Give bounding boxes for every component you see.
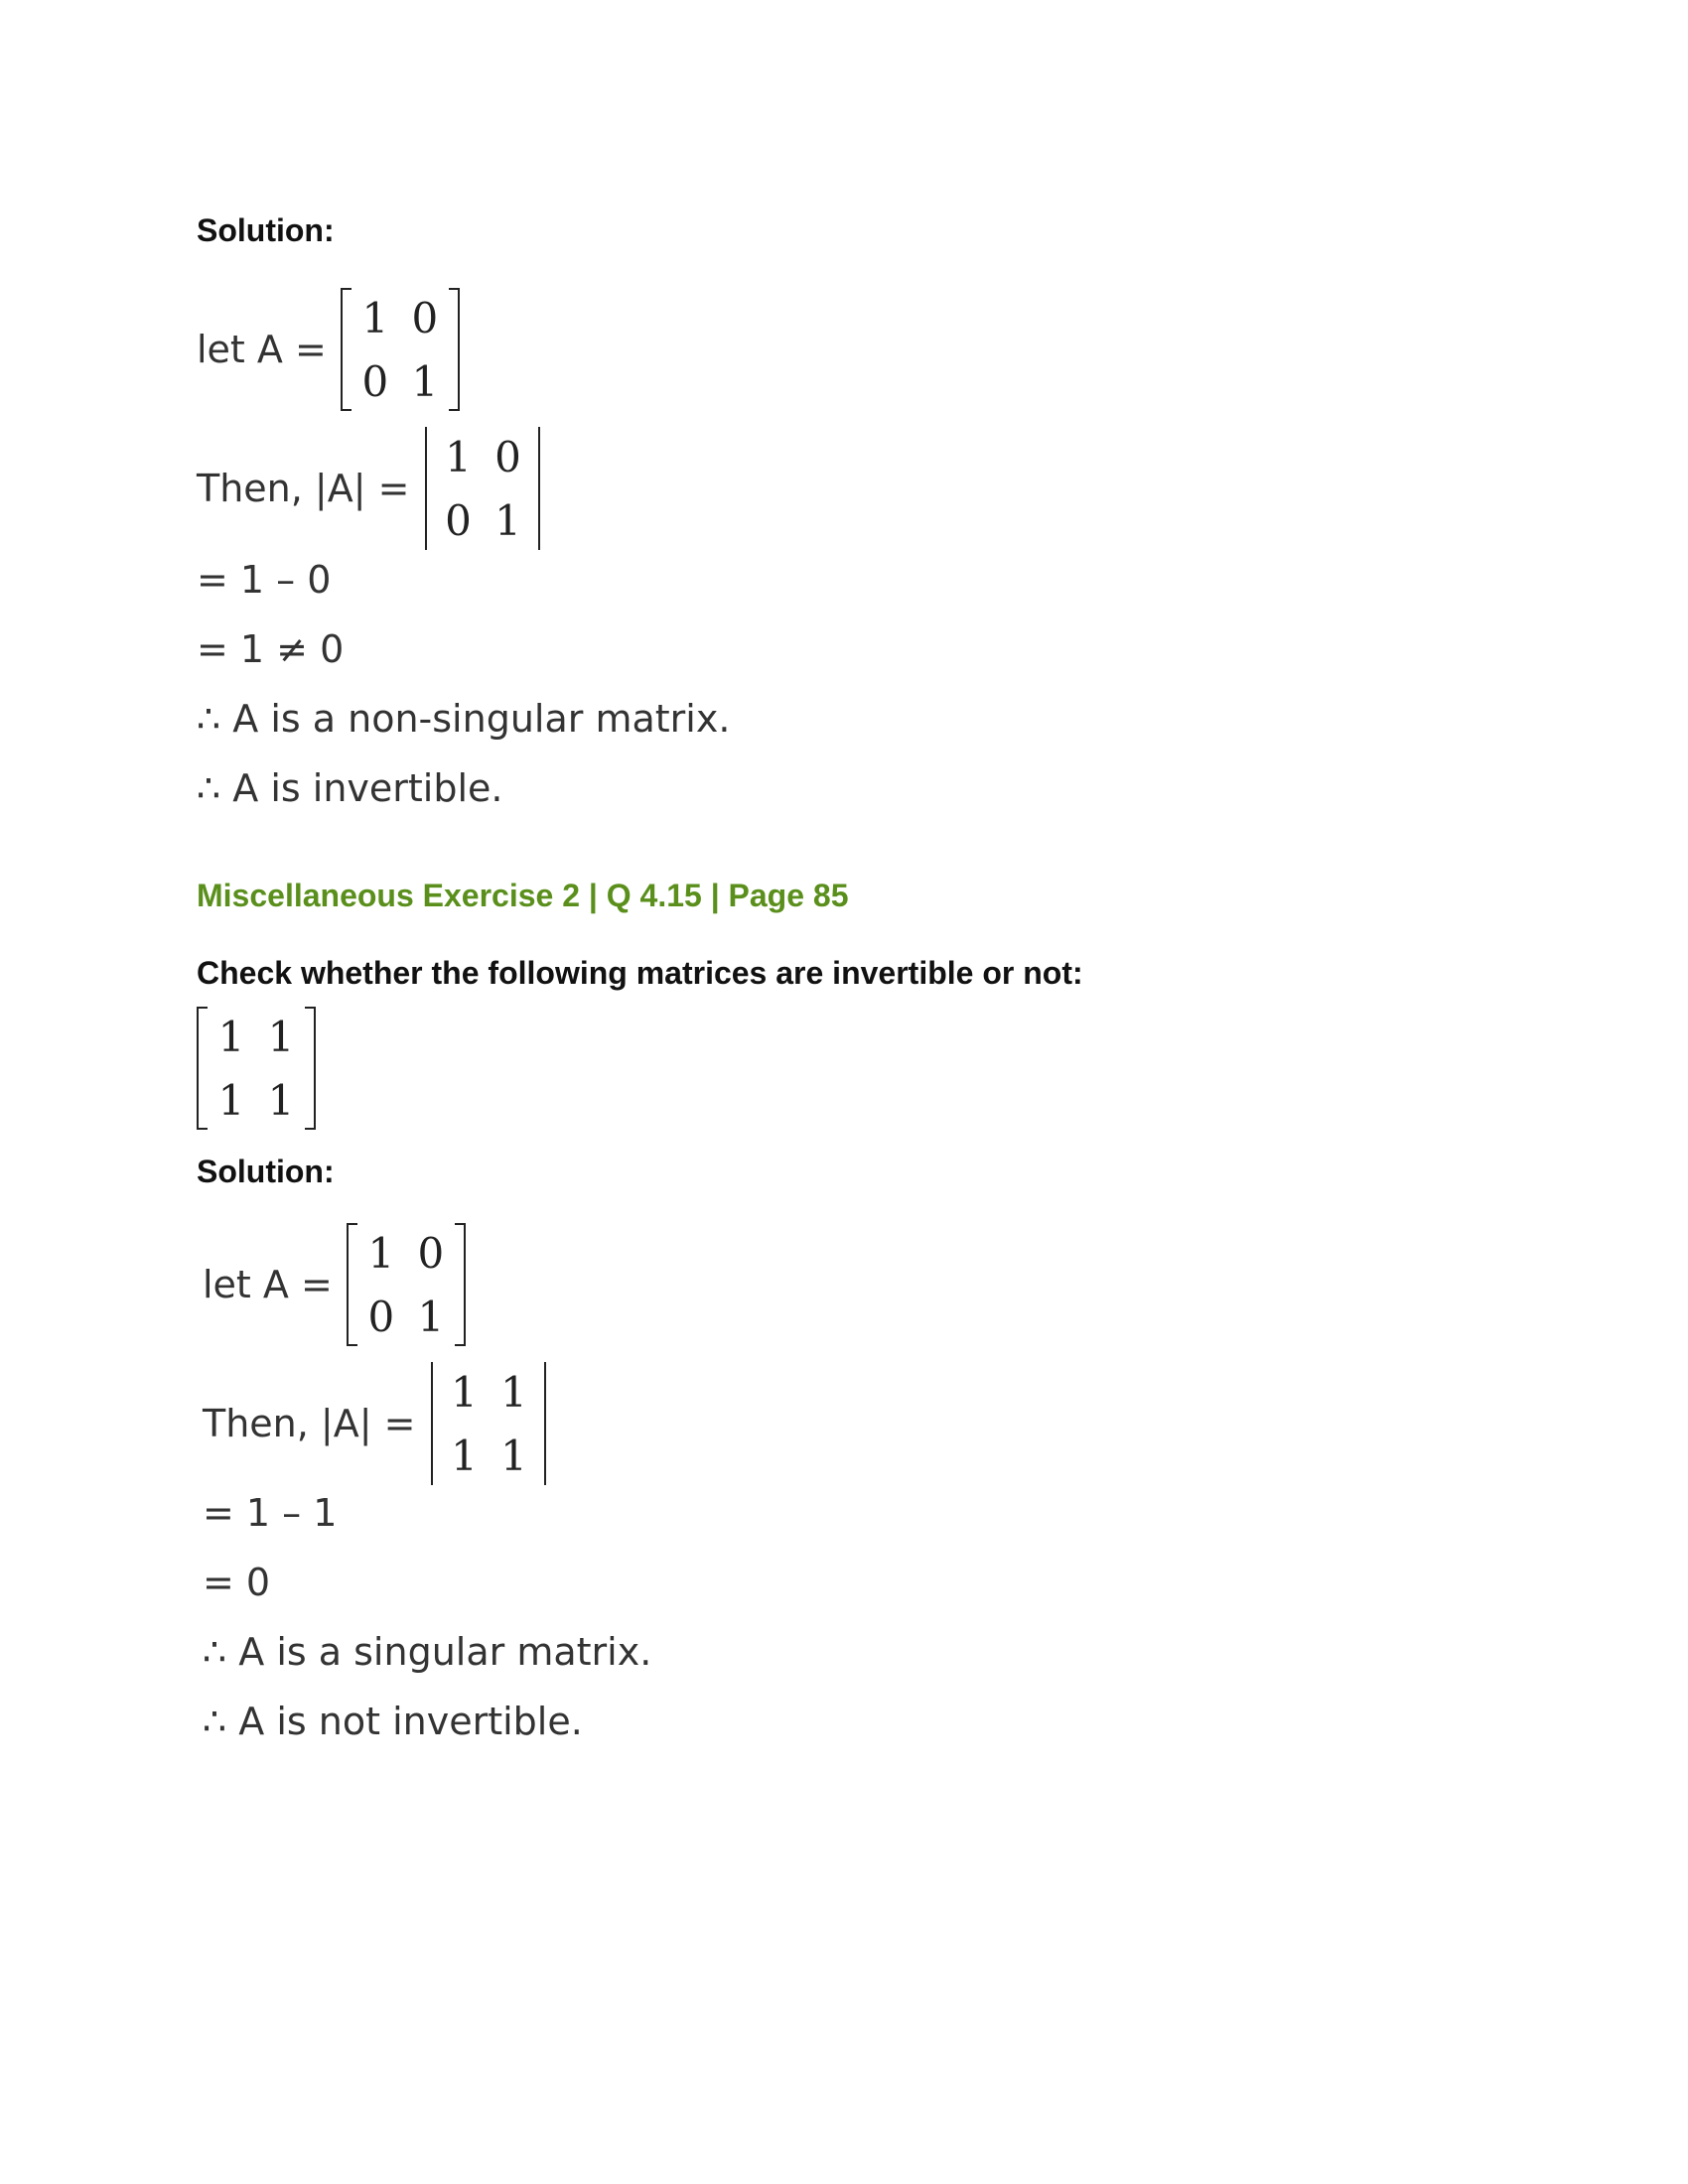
matrix-a bbox=[341, 286, 460, 413]
matrix-cell: 0 bbox=[411, 293, 439, 342]
question-text: Check whether the following matrices are invertible or not: bbox=[197, 955, 1083, 991]
matrix-cell: 0 bbox=[494, 432, 521, 481]
conclusion-line: ∴ A is a singular matrix. bbox=[203, 1630, 652, 1674]
conclusion-line: ∴ A is not invertible. bbox=[203, 1700, 583, 1743]
step-line: = 1 – 0 bbox=[197, 558, 332, 602]
let-a-label: let A = bbox=[203, 1263, 333, 1306]
matrix-cell: 1 bbox=[500, 1367, 527, 1417]
step-line: = 1 – 1 bbox=[203, 1491, 338, 1535]
matrix-cell: 1 bbox=[445, 432, 472, 481]
question-matrix-line bbox=[197, 1005, 316, 1132]
matrix-cell: 1 bbox=[417, 1292, 445, 1341]
matrix-cell: 1 bbox=[217, 1012, 245, 1061]
matrix-cell: 1 bbox=[451, 1367, 478, 1417]
determinant-matrix bbox=[423, 425, 542, 552]
conclusion-line: ∴ A is a non-singular matrix. bbox=[197, 697, 731, 741]
matrix-cell: 1 bbox=[451, 1431, 478, 1480]
matrix-cell: 1 bbox=[217, 1075, 245, 1125]
matrix-cell: 1 bbox=[494, 495, 521, 545]
step-line: = 1 ≠ 0 bbox=[197, 627, 345, 671]
matrix-cell: 0 bbox=[361, 356, 389, 406]
step-line: = 0 bbox=[203, 1561, 271, 1604]
then-det-label: Then, |A| = bbox=[203, 1402, 416, 1445]
question-matrix bbox=[197, 1005, 316, 1132]
let-a-equation bbox=[203, 1221, 466, 1348]
matrix-cell: 1 bbox=[411, 356, 439, 406]
matrix-a bbox=[347, 1221, 466, 1348]
matrix-cell: 1 bbox=[367, 1228, 395, 1278]
matrix-cell: 0 bbox=[367, 1292, 395, 1341]
solution-label: Solution: bbox=[197, 212, 335, 248]
matrix-cell: 1 bbox=[267, 1075, 295, 1125]
let-a-label: let A = bbox=[197, 328, 327, 371]
matrix-cell: 0 bbox=[417, 1228, 445, 1278]
determinant-matrix bbox=[429, 1360, 548, 1487]
conclusion-line: ∴ A is invertible. bbox=[197, 766, 503, 810]
determinant-equation bbox=[197, 425, 542, 552]
then-det-label: Then, |A| = bbox=[197, 467, 410, 510]
matrix-cell: 1 bbox=[361, 293, 389, 342]
let-a-equation bbox=[197, 286, 460, 413]
matrix-cell: 0 bbox=[445, 495, 472, 545]
matrix-cell: 1 bbox=[267, 1012, 295, 1061]
matrix-cell: 1 bbox=[500, 1431, 527, 1480]
exercise-heading: Miscellaneous Exercise 2 | Q 4.15 | Page 85 bbox=[197, 878, 849, 913]
solution-label: Solution: bbox=[197, 1154, 335, 1189]
determinant-equation bbox=[203, 1360, 548, 1487]
